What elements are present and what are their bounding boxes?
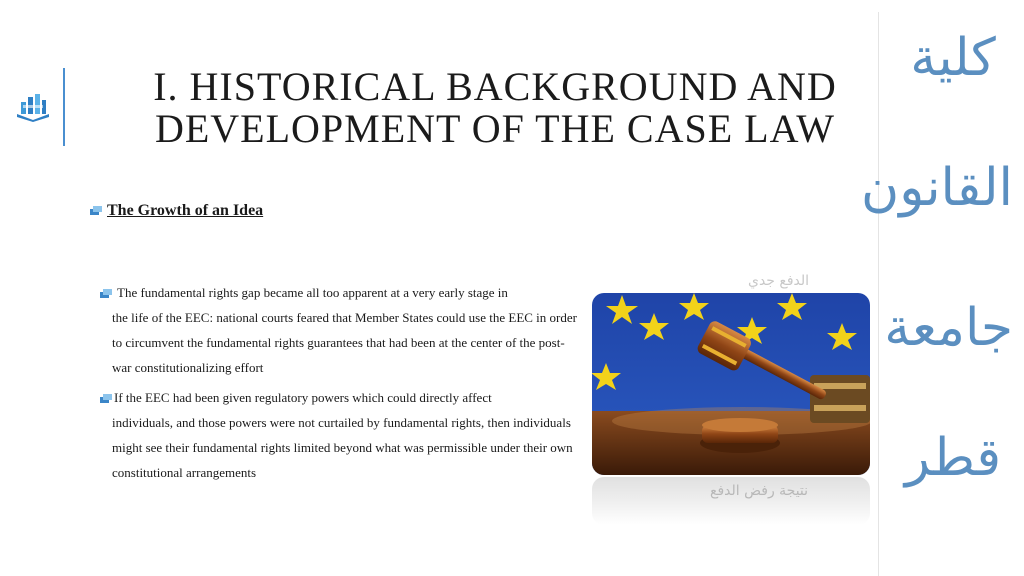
paragraph-1-first-line: The fundamental rights gap became all too apparent at a very early stage in	[117, 285, 508, 300]
book-bullet-icon	[90, 206, 102, 216]
calligraphy-panel	[861, 12, 1024, 576]
calligraphy-line-3: جامعة	[884, 298, 1013, 358]
subheading-text: The Growth of an Idea	[107, 202, 264, 219]
university-logo-icon	[14, 92, 52, 122]
paragraph-2	[100, 385, 580, 485]
title-divider-line	[63, 68, 65, 146]
image-caption-above: الدفع جدي	[748, 273, 810, 289]
calligraphy-line-1: كلية	[910, 28, 996, 88]
subheading	[90, 202, 263, 220]
gavel-eu-flag-image	[592, 293, 870, 475]
paragraph-2-first-line: If the EEC had been given regulatory powers which could directly affect	[114, 390, 492, 405]
body-text	[100, 280, 580, 485]
book-bullet-icon	[100, 394, 112, 404]
title-line-1: I. HISTORICAL BACKGROUND AND	[153, 64, 837, 109]
paragraph-1	[100, 280, 580, 380]
calligraphy-line-2: القانون	[861, 158, 1013, 218]
book-bullet-icon	[100, 289, 112, 299]
gavel-photo	[592, 293, 870, 475]
title-line-2: DEVELOPMENT OF THE CASE LAW	[154, 106, 836, 151]
calligraphy-line-4: قطر	[904, 428, 1002, 488]
image-caption-below: نتيجة رفض الدفع	[710, 483, 809, 499]
paragraph-2-rest: individuals, and those powers were not curtailed by fundamental rights, then individuals might see their fundamental rights limited beyond what was permissible under their own constitutional arrangements	[112, 415, 573, 480]
slide-title	[100, 66, 890, 150]
paragraph-1-rest: the life of the EEC: national courts feared that Member States could use the EEC in order to circumvent the fundamental rights guarantees that had been at the center of the post-war constitutionalizing effort	[112, 310, 577, 375]
